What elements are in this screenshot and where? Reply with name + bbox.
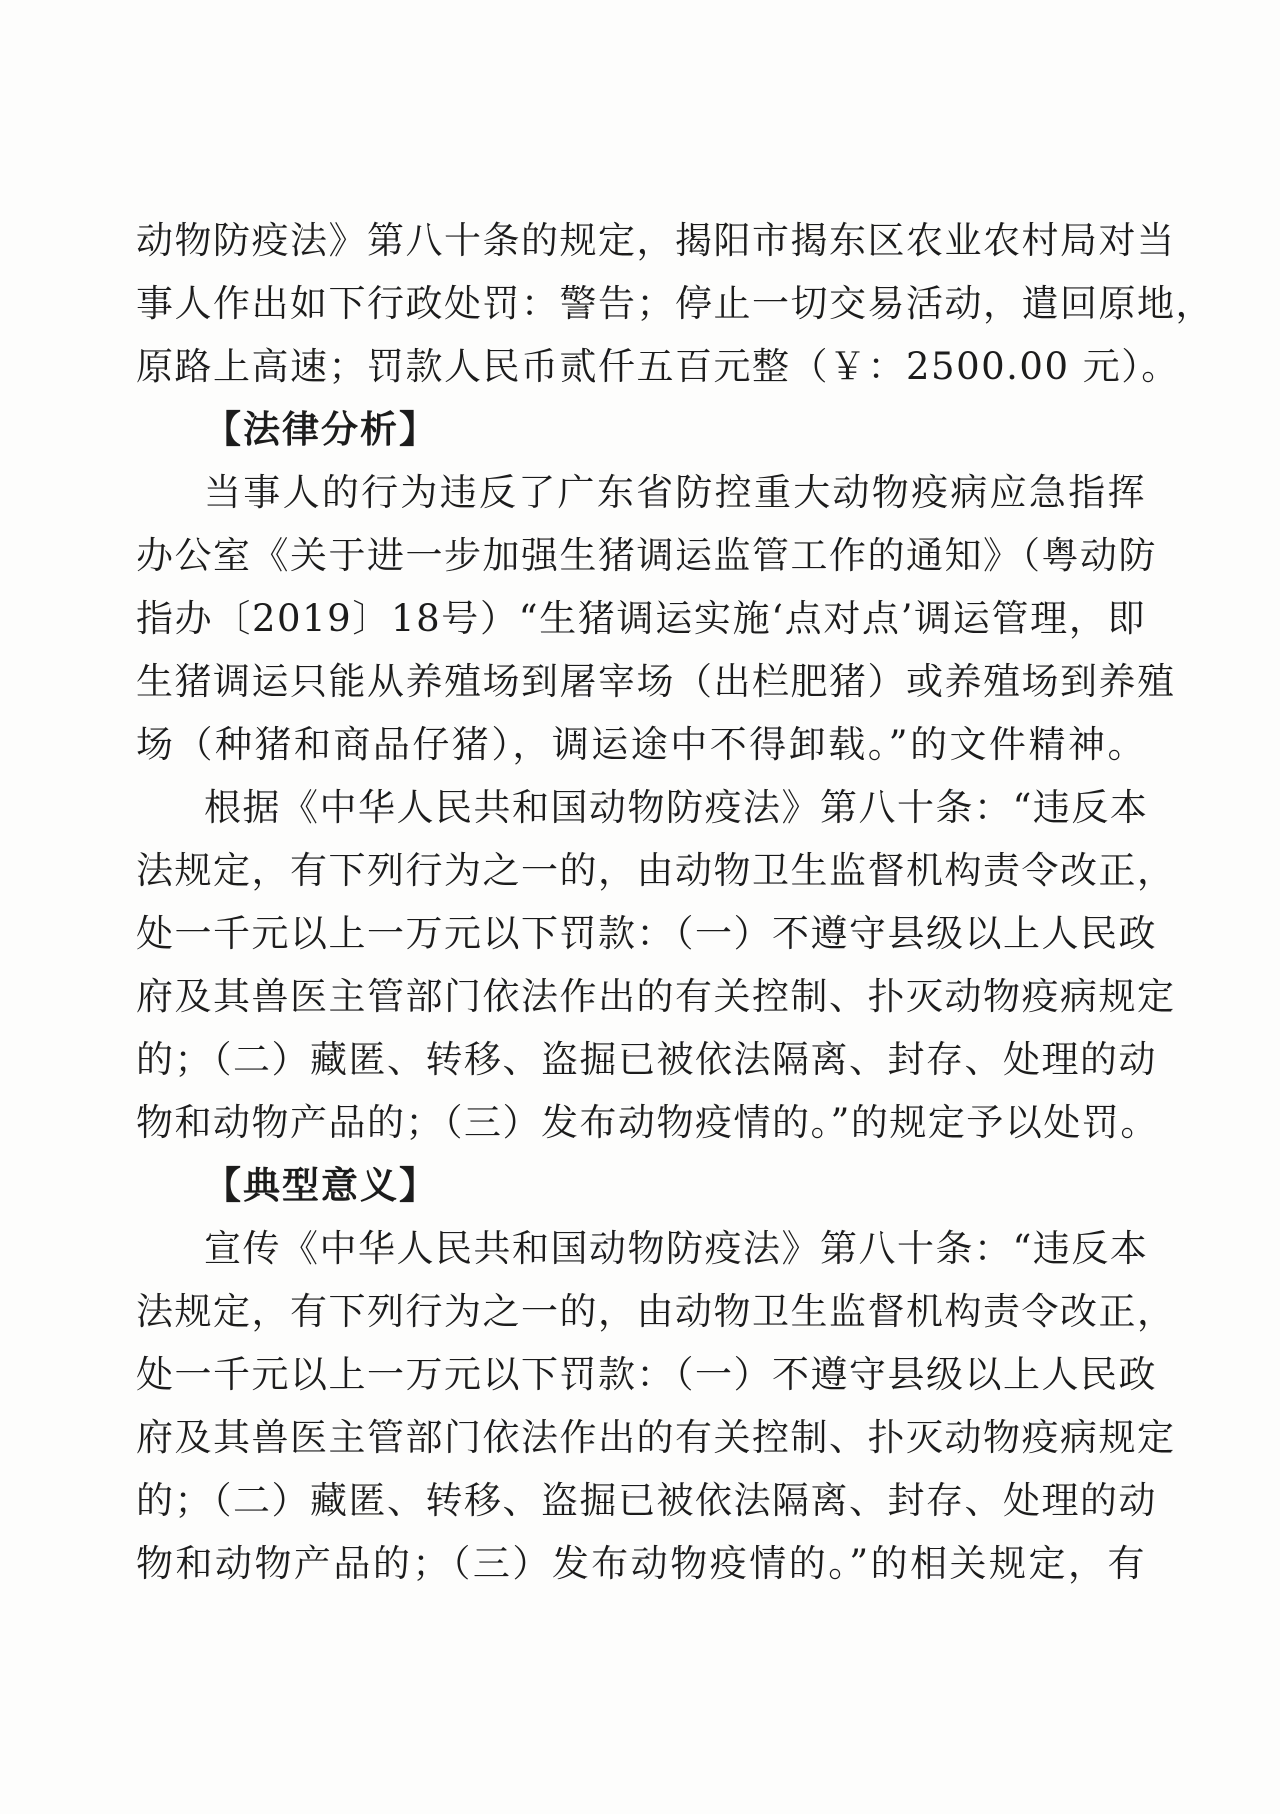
body-text-line: 指办〔2019〕18号）“生猪调运实施‘点对点’调运管理，即 <box>136 597 1146 640</box>
body-text-line: 物和动物产品的；（三）发布动物疫情的。”的规定予以处罚。 <box>136 1101 1159 1144</box>
body-text-line: 办公室《关于进一步加强生猪调运监管工作的通知》（粤动防 <box>136 534 1157 577</box>
body-text-line: 处一千元以上一万元以下罚款：（一）不遵守县级以上人民政 <box>136 1353 1157 1396</box>
body-text-line: 府及其兽医主管部门依法作出的有关控制、扑灭动物疫病规定 <box>136 975 1176 1018</box>
body-text-line: 场（种猪和商品仔猪），调运途中不得卸载。”的文件精神。 <box>136 723 1146 766</box>
body-text-line: 动物防疫法》第八十条的规定，揭阳市揭东区农业农村局对当 <box>136 219 1176 262</box>
body-text-line: 法规定，有下列行为之一的，由动物卫生监督机构责令改正， <box>136 1290 1176 1333</box>
body-text-line: 处一千元以上一万元以下罚款：（一）不遵守县级以上人民政 <box>136 912 1157 955</box>
body-text-line: 当事人的行为违反了广东省防控重大动物疫病应急指挥 <box>204 471 1146 514</box>
body-text-line: 的；（二）藏匿、转移、盗掘已被依法隔离、封存、处理的动 <box>136 1479 1157 1522</box>
body-text-line: 生猪调运只能从养殖场到屠宰场（出栏肥猪）或养殖场到养殖 <box>136 660 1176 703</box>
body-text-line: 原路上高速；罚款人民币贰仟五百元整（￥：2500.00 元）。 <box>136 345 1180 388</box>
section-heading-typical-significance: 【典型意义】 <box>204 1164 438 1207</box>
body-text-line: 根据《中华人民共和国动物防疫法》第八十条：“违反本 <box>204 786 1149 829</box>
body-text-line: 的；（二）藏匿、转移、盗掘已被依法隔离、封存、处理的动 <box>136 1038 1157 1081</box>
body-text-line: 宣传《中华人民共和国动物防疫法》第八十条：“违反本 <box>204 1227 1149 1270</box>
body-text-line: 府及其兽医主管部门依法作出的有关控制、扑灭动物疫病规定 <box>136 1416 1176 1459</box>
body-text-line: 事人作出如下行政处罚：警告；停止一切交易活动，遣回原地， <box>136 282 1214 325</box>
body-text-line: 物和动物产品的；（三）发布动物疫情的。”的相关规定，有 <box>136 1542 1146 1585</box>
section-heading-legal-analysis: 【法律分析】 <box>204 408 438 451</box>
body-text-line: 法规定，有下列行为之一的，由动物卫生监督机构责令改正， <box>136 849 1176 892</box>
